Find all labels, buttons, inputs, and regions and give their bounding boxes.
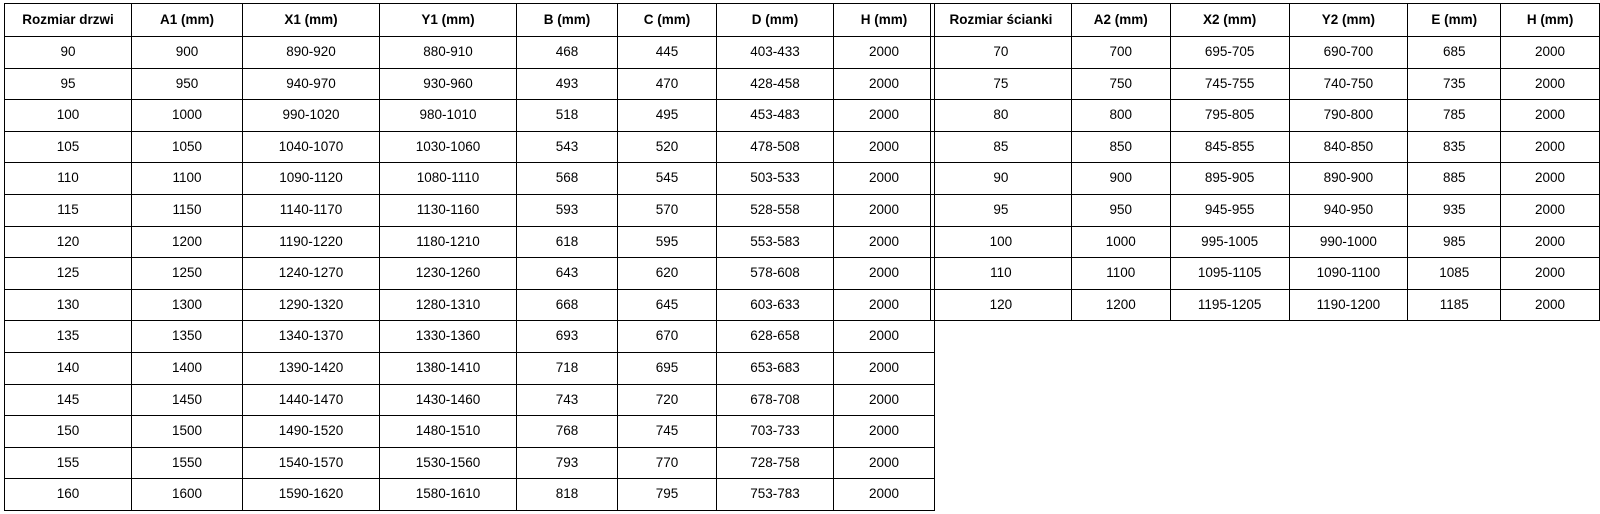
table-cell: 570 (618, 194, 717, 226)
table-cell: 2000 (834, 289, 935, 321)
table-cell: 1340-1370 (243, 321, 380, 353)
table-cell: 1390-1420 (243, 352, 380, 384)
table-cell: 670 (618, 321, 717, 353)
table-cell: 1100 (132, 163, 243, 195)
table-row (5, 479, 935, 511)
table-cell: 793 (517, 447, 618, 479)
table-cell: 2000 (834, 163, 935, 195)
table-cell: 1250 (132, 258, 243, 290)
table-cell: 700 (1071, 37, 1170, 69)
table-cell: 795-805 (1170, 100, 1289, 132)
table-cell: 850 (1071, 131, 1170, 163)
table-cell: 880-910 (380, 37, 517, 69)
table-cell: 2000 (834, 131, 935, 163)
table-cell: 2000 (834, 100, 935, 132)
table-cell: 1095-1105 (1170, 258, 1289, 290)
table-cell: 2000 (834, 37, 935, 69)
table-cell: 445 (618, 37, 717, 69)
table-cell: 890-920 (243, 37, 380, 69)
table-cell: 2000 (834, 68, 935, 100)
table-cell: 1240-1270 (243, 258, 380, 290)
table-cell: 2000 (834, 352, 935, 384)
column-header: H (mm) (834, 4, 935, 37)
table-cell: 493 (517, 68, 618, 100)
table-cell: 745-755 (1170, 68, 1289, 100)
table-cell: 2000 (1501, 258, 1600, 290)
table-cell: 593 (517, 194, 618, 226)
table-row (931, 68, 1600, 100)
table-cell: 568 (517, 163, 618, 195)
column-header: Y1 (mm) (380, 4, 517, 37)
wall-dimensions-table (930, 3, 1600, 321)
table-cell: 95 (931, 194, 1072, 226)
table-cell: 130 (5, 289, 132, 321)
table-cell: 900 (1071, 163, 1170, 195)
table-cell: 720 (618, 384, 717, 416)
table-cell: 75 (931, 68, 1072, 100)
table-cell: 90 (5, 37, 132, 69)
table-cell: 645 (618, 289, 717, 321)
table-cell: 740-750 (1289, 68, 1408, 100)
column-header: A2 (mm) (1071, 4, 1170, 37)
table-cell: 2000 (1501, 37, 1600, 69)
table-cell: 900 (132, 37, 243, 69)
table-cell: 1490-1520 (243, 416, 380, 448)
table-row (5, 447, 935, 479)
table-cell: 785 (1408, 100, 1501, 132)
table-row (5, 68, 935, 100)
table-cell: 125 (5, 258, 132, 290)
column-header: E (mm) (1408, 4, 1501, 37)
table-cell: 890-900 (1289, 163, 1408, 195)
table-cell: 1130-1160 (380, 194, 517, 226)
table-cell: 1290-1320 (243, 289, 380, 321)
table-cell: 2000 (834, 416, 935, 448)
table-cell: 935 (1408, 194, 1501, 226)
table-cell: 1480-1510 (380, 416, 517, 448)
table-cell: 1040-1070 (243, 131, 380, 163)
doors-table-body (5, 37, 935, 511)
table-cell: 1000 (1071, 226, 1170, 258)
table-row (931, 131, 1600, 163)
table-cell: 468 (517, 37, 618, 69)
table-cell: 1080-1110 (380, 163, 517, 195)
table-cell: 1600 (132, 479, 243, 511)
table-cell: 1140-1170 (243, 194, 380, 226)
table-cell: 1280-1310 (380, 289, 517, 321)
table-row (5, 226, 935, 258)
table-cell: 145 (5, 384, 132, 416)
table-cell: 1350 (132, 321, 243, 353)
column-header: H (mm) (1501, 4, 1600, 37)
table-cell: 2000 (1501, 226, 1600, 258)
table-cell: 703-733 (717, 416, 834, 448)
table-cell: 1300 (132, 289, 243, 321)
table-cell: 120 (5, 226, 132, 258)
table-cell: 1330-1360 (380, 321, 517, 353)
table-cell: 620 (618, 258, 717, 290)
column-header: A1 (mm) (132, 4, 243, 37)
table-row (5, 194, 935, 226)
table-cell: 845-855 (1170, 131, 1289, 163)
table-cell: 835 (1408, 131, 1501, 163)
table-cell: 753-783 (717, 479, 834, 511)
table-cell: 70 (931, 37, 1072, 69)
column-header: Rozmiar drzwi (5, 4, 132, 37)
table-cell: 2000 (1501, 131, 1600, 163)
column-header: B (mm) (517, 4, 618, 37)
table-cell: 1550 (132, 447, 243, 479)
table-cell: 470 (618, 68, 717, 100)
table-cell: 990-1000 (1289, 226, 1408, 258)
table-cell: 990-1020 (243, 100, 380, 132)
table-row (5, 384, 935, 416)
table-cell: 980-1010 (380, 100, 517, 132)
table-cell: 120 (931, 289, 1072, 321)
table-header-row (931, 4, 1600, 37)
table-cell: 930-960 (380, 68, 517, 100)
table-cell: 428-458 (717, 68, 834, 100)
table-cell: 950 (1071, 194, 1170, 226)
column-header: X1 (mm) (243, 4, 380, 37)
table-cell: 115 (5, 194, 132, 226)
table-cell: 695-705 (1170, 37, 1289, 69)
table-cell: 618 (517, 226, 618, 258)
table-cell: 1580-1610 (380, 479, 517, 511)
table-row (931, 194, 1600, 226)
table-cell: 1150 (132, 194, 243, 226)
table-row (5, 163, 935, 195)
table-cell: 1440-1470 (243, 384, 380, 416)
table-row (931, 289, 1600, 321)
table-cell: 2000 (834, 226, 935, 258)
table-cell: 553-583 (717, 226, 834, 258)
table-cell: 545 (618, 163, 717, 195)
table-row (931, 258, 1600, 290)
table-row (5, 416, 935, 448)
table-cell: 895-905 (1170, 163, 1289, 195)
table-cell: 1090-1100 (1289, 258, 1408, 290)
table-cell: 1200 (1071, 289, 1170, 321)
table-cell: 795 (618, 479, 717, 511)
table-cell: 1085 (1408, 258, 1501, 290)
table-cell: 150 (5, 416, 132, 448)
table-cell: 2000 (834, 321, 935, 353)
table-cell: 1030-1060 (380, 131, 517, 163)
table-cell: 503-533 (717, 163, 834, 195)
table-row (5, 37, 935, 69)
table-cell: 643 (517, 258, 618, 290)
table-cell: 2000 (834, 384, 935, 416)
column-header: X2 (mm) (1170, 4, 1289, 37)
table-cell: 800 (1071, 100, 1170, 132)
table-cell: 743 (517, 384, 618, 416)
table-cell: 85 (931, 131, 1072, 163)
wall-table-header (931, 4, 1600, 37)
table-cell: 1230-1260 (380, 258, 517, 290)
table-cell: 1000 (132, 100, 243, 132)
table-cell: 1430-1460 (380, 384, 517, 416)
table-cell: 160 (5, 479, 132, 511)
table-cell: 1200 (132, 226, 243, 258)
table-row (5, 321, 935, 353)
table-cell: 2000 (1501, 100, 1600, 132)
table-cell: 140 (5, 352, 132, 384)
table-cell: 690-700 (1289, 37, 1408, 69)
table-row (931, 37, 1600, 69)
table-cell: 2000 (834, 479, 935, 511)
table-cell: 995-1005 (1170, 226, 1289, 258)
table-row (5, 100, 935, 132)
table-cell: 718 (517, 352, 618, 384)
table-cell: 110 (5, 163, 132, 195)
table-row (5, 131, 935, 163)
table-cell: 735 (1408, 68, 1501, 100)
doors-dimensions-table-block (4, 3, 935, 511)
wall-dimensions-table-block (930, 3, 1600, 321)
table-cell: 520 (618, 131, 717, 163)
table-cell: 90 (931, 163, 1072, 195)
column-header: C (mm) (618, 4, 717, 37)
table-cell: 693 (517, 321, 618, 353)
doors-dimensions-table (4, 3, 935, 511)
table-cell: 653-683 (717, 352, 834, 384)
table-cell: 2000 (1501, 289, 1600, 321)
table-cell: 940-950 (1289, 194, 1408, 226)
table-cell: 1530-1560 (380, 447, 517, 479)
table-cell: 1195-1205 (1170, 289, 1289, 321)
table-cell: 595 (618, 226, 717, 258)
table-cell: 2000 (1501, 163, 1600, 195)
table-cell: 543 (517, 131, 618, 163)
table-cell: 2000 (834, 194, 935, 226)
column-header: Y2 (mm) (1289, 4, 1408, 37)
table-row (5, 352, 935, 384)
table-cell: 2000 (1501, 68, 1600, 100)
column-header: D (mm) (717, 4, 834, 37)
table-cell: 940-970 (243, 68, 380, 100)
table-cell: 885 (1408, 163, 1501, 195)
table-cell: 770 (618, 447, 717, 479)
table-cell: 2000 (834, 447, 935, 479)
table-cell: 750 (1071, 68, 1170, 100)
table-cell: 2000 (1501, 194, 1600, 226)
wall-table-body (931, 37, 1600, 321)
table-row (5, 289, 935, 321)
table-cell: 578-608 (717, 258, 834, 290)
table-cell: 135 (5, 321, 132, 353)
table-cell: 603-633 (717, 289, 834, 321)
doors-table-header (5, 4, 935, 37)
table-cell: 1185 (1408, 289, 1501, 321)
table-cell: 80 (931, 100, 1072, 132)
table-cell: 1050 (132, 131, 243, 163)
table-cell: 1380-1410 (380, 352, 517, 384)
table-cell: 668 (517, 289, 618, 321)
table-cell: 1180-1210 (380, 226, 517, 258)
table-cell: 518 (517, 100, 618, 132)
table-cell: 985 (1408, 226, 1501, 258)
table-cell: 768 (517, 416, 618, 448)
table-cell: 818 (517, 479, 618, 511)
table-cell: 945-955 (1170, 194, 1289, 226)
table-cell: 695 (618, 352, 717, 384)
table-row (931, 163, 1600, 195)
table-cell: 100 (5, 100, 132, 132)
table-cell: 1500 (132, 416, 243, 448)
table-header-row (5, 4, 935, 37)
table-cell: 100 (931, 226, 1072, 258)
table-cell: 950 (132, 68, 243, 100)
table-cell: 478-508 (717, 131, 834, 163)
table-cell: 403-433 (717, 37, 834, 69)
table-cell: 728-758 (717, 447, 834, 479)
table-cell: 1540-1570 (243, 447, 380, 479)
table-cell: 95 (5, 68, 132, 100)
table-cell: 110 (931, 258, 1072, 290)
table-cell: 685 (1408, 37, 1501, 69)
table-cell: 1090-1120 (243, 163, 380, 195)
table-cell: 528-558 (717, 194, 834, 226)
table-cell: 155 (5, 447, 132, 479)
table-cell: 1590-1620 (243, 479, 380, 511)
table-cell: 1450 (132, 384, 243, 416)
table-row (931, 226, 1600, 258)
table-cell: 840-850 (1289, 131, 1408, 163)
table-cell: 790-800 (1289, 100, 1408, 132)
table-row (5, 258, 935, 290)
column-header: Rozmiar ścianki (931, 4, 1072, 37)
table-cell: 105 (5, 131, 132, 163)
table-cell: 678-708 (717, 384, 834, 416)
table-cell: 1100 (1071, 258, 1170, 290)
table-cell: 745 (618, 416, 717, 448)
table-row (931, 100, 1600, 132)
table-cell: 495 (618, 100, 717, 132)
table-cell: 628-658 (717, 321, 834, 353)
table-cell: 1400 (132, 352, 243, 384)
table-cell: 453-483 (717, 100, 834, 132)
table-cell: 1190-1220 (243, 226, 380, 258)
table-cell: 2000 (834, 258, 935, 290)
table-cell: 1190-1200 (1289, 289, 1408, 321)
